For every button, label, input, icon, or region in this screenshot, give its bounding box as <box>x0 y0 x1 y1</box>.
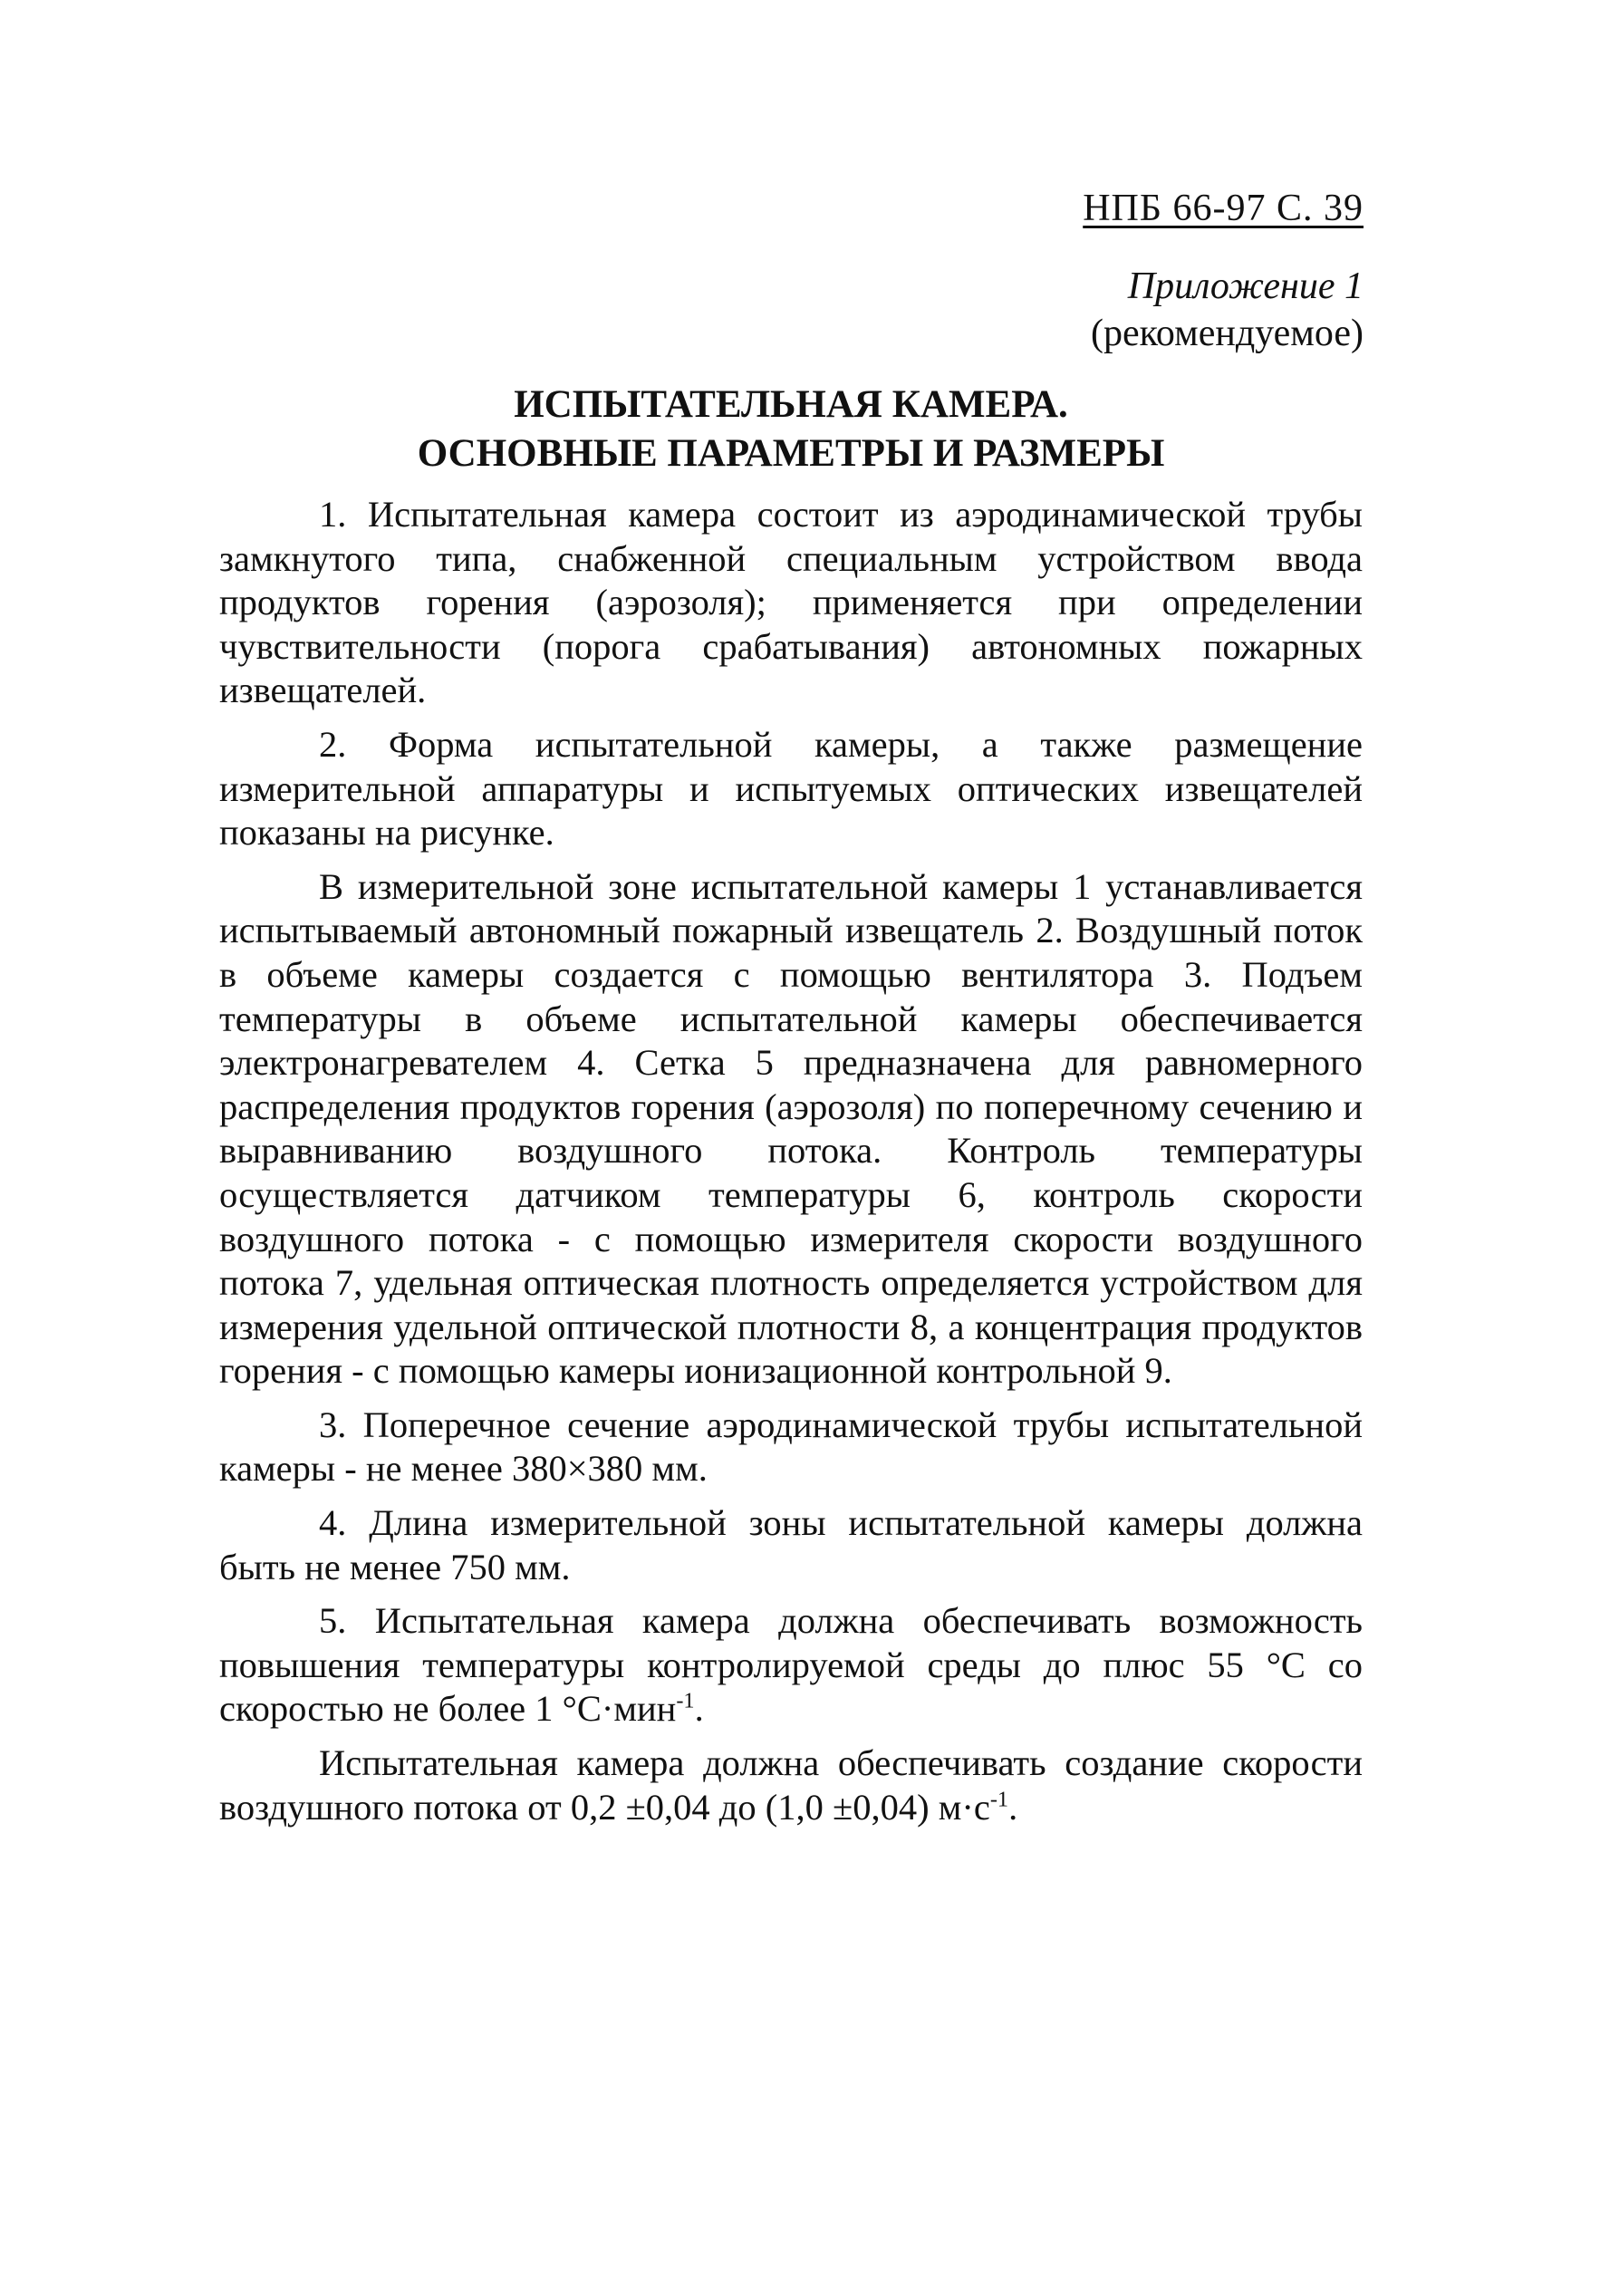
section-title-line-1: ИСПЫТАТЕЛЬНАЯ КАМЕРА. <box>514 383 1068 426</box>
paragraph-6-text: 5. Испытательная камера должна обеспечивать возможность повышения температуры контролируемой среды до плюс 55 °С со скоростью не более 1 °С·мин <box>219 1600 1363 1730</box>
document-reference: НПБ 66-97 С. 39 <box>1083 188 1364 229</box>
section-title <box>219 381 1363 478</box>
paragraph-6 <box>219 1599 1363 1732</box>
appendix-label <box>1091 263 1364 357</box>
paragraph-7-end: . <box>1008 1786 1018 1828</box>
paragraph-6-exponent: -1 <box>676 1688 695 1713</box>
section-title-line-2: ОСНОВНЫЕ ПАРАМЕТРЫ И РАЗМЕРЫ <box>417 432 1165 475</box>
paragraph-3: В измерительной зоне испытательной камеры 1 устанавливается испытываемый автономный пожарный извещатель 2. Воздушный поток в объеме камеры создается с помощью вентилятора 3. Подъем температуры в объеме испытательной камеры обеспечивается электронагревателем 4. Сетка 5 предназначена для равномерного распределения продуктов горения (аэрозоля) по поперечному сечению и выравниванию воздушного потока. Контроль температуры осуществляется датчиком температуры 6, контроль скорости воздушного потока - с помощью измерителя скорости воздушного потока 7, удельная оптическая плотность определяется устройством для измерения удельной оптической плотности 8, а концентрация продуктов горения - с помощью камеры ионизационной контрольной 9. <box>219 865 1363 1392</box>
paragraph-7-exponent: -1 <box>989 1787 1009 1812</box>
paragraph-6-end: . <box>694 1688 704 1730</box>
paragraph-4: 3. Поперечное сечение аэродинамической трубы испытательной камеры - не менее 380×380 мм. <box>219 1404 1363 1490</box>
paragraph-5: 4. Длина измерительной зоны испытательной камеры должна быть не менее 750 мм. <box>219 1502 1363 1587</box>
appendix-title: Приложение 1 <box>1127 265 1364 307</box>
paragraph-2: 2. Форма испытательной камеры, а также размещение измерительной аппаратуры и испытуемых оптических извещателей показаны на рисунке. <box>219 723 1363 854</box>
appendix-status: (рекомендуемое) <box>1091 313 1364 354</box>
document-body <box>219 493 1363 1829</box>
paragraph-7 <box>219 1741 1363 1829</box>
paragraph-1: 1. Испытательная камера состоит из аэродинамической трубы замкнутого типа, снабженной специальным устройством ввода продуктов горения (аэрозоля); применяется при определении чувствительности (порога срабатывания) автономных пожарных извещателей. <box>219 494 1363 711</box>
paragraph-7-text: Испытательная камера должна обеспечивать создание скорости воздушного потока от 0,2 ±0,04 до (1,0 ±0,04) м·с <box>219 1742 1363 1828</box>
